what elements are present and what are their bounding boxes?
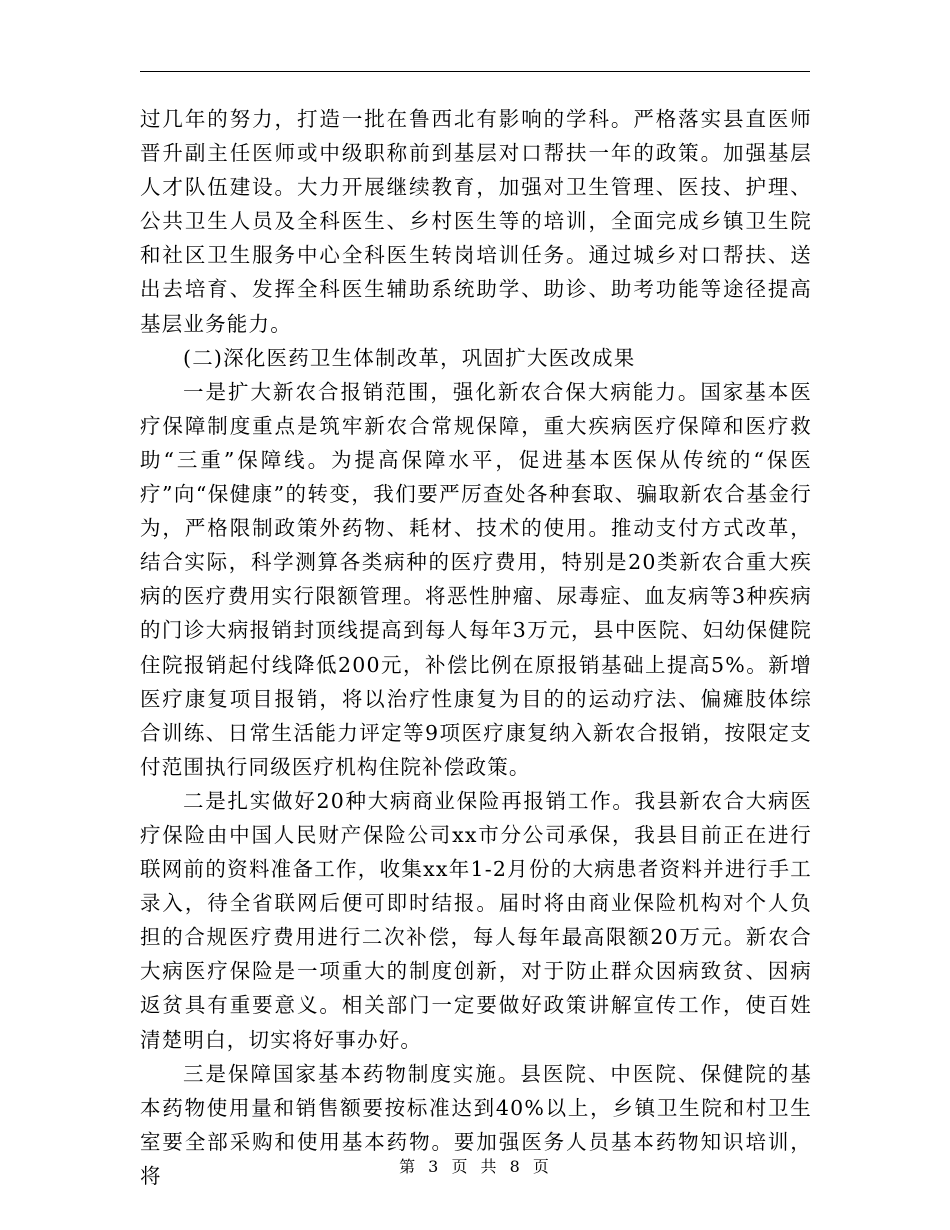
paragraph-item-1: 一是扩大新农合报销范围，强化新农合保大病能力。国家基本医疗保障制度重点是筑牢新农合常规保障，重大疾病医疗保障和医疗救助“三重”保障线。为提高保障水平，促进基本医保从传统的“保医疗”向“保健康”的转变，我们要严厉查处各种套取、骗取新农合基金行为，严格限制政策外药物、耗材、技术的使用。推动支付方式改革，结合实际，科学测算各类病种的医疗费用，特别是20类新农合重大疾病的医疗费用实行限额管理。将恶性肿瘤、尿毒症、血友病等3种疾病的门诊大病报销封顶线提高到每人每年3万元，县中医院、妇幼保健院住院报销起付线降低200元，补偿比例在原报销基础上提高5%。新增医疗康复项目报销，将以治疗性康复为目的的运动疗法、偏瘫肢体综合训练、日常生活能力评定等9项医疗康复纳入新农合报销，按限定支付范围执行同级医疗机构住院补偿政策。 [140, 379, 812, 779]
paragraph-item-3: 三是保障国家基本药物制度实施。县医院、中医院、保健院的基本药物使用量和销售额要按标准达到40%以上，乡镇卫生院和村卫生室要全部采购和使用基本药物。要加强医务人员基本药物知识培训，将 [140, 1061, 812, 1188]
header-rule [140, 71, 810, 72]
section-heading: (二)深化医药卫生体制改革，巩固扩大医改成果 [183, 345, 636, 370]
paragraph-continuation: 过几年的努力，打造一批在鲁西北有影响的学科。严格落实县直医师晋升副主任医师或中级职称前到基层对口帮扶一年的政策。加强基层人才队伍建设。大力开展继续教育，加强对卫生管理、医技、护理、公共卫生人员及全科医生、乡村医生等的培训，全面完成乡镇卫生院和社区卫生服务中心全科医生转岗培训任务。通过城乡对口帮扶、送出去培育、发挥全科医生辅助系统助学、助诊、助考功能等途径提高基层业务能力。 [140, 107, 812, 336]
paragraph-item-2: 二是扎实做好20种大病商业保险再报销工作。我县新农合大病医疗保险由中国人民财产保险公司xx市分公司承保，我县目前正在进行联网前的资料准备工作，收集xx年1-2月份的大病患者资料并进行手工录入，待全省联网后便可即时结报。届时将由商业保险机构对个人负担的合规医疗费用进行二次补偿，每人每年最高限额20万元。新农合大病医疗保险是一项重大的制度创新，对于防止群众因病致贫、因病返贫具有重要意义。相关部门一定要做好政策讲解宣传工作，使百姓清楚明白，切实将好事办好。 [140, 788, 812, 1052]
page-number: 第 3 页 共 8 页 [399, 1157, 551, 1176]
document-body [140, 102, 812, 1193]
